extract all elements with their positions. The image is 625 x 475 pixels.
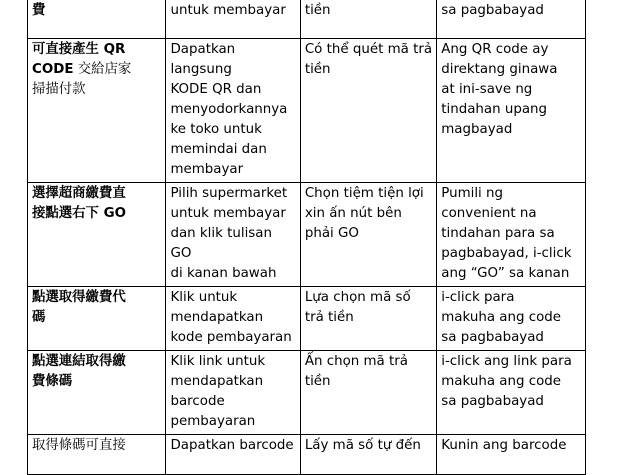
chinese-bold-text: 可直接產生 QR CODE xyxy=(32,42,126,77)
cell-chinese xyxy=(28,435,166,475)
cell-filipino xyxy=(437,287,586,351)
cell-chinese xyxy=(28,0,166,39)
vietnamese-text: Lấy mã số tự đến xyxy=(304,438,421,453)
vietnamese-text: Chọn tiệm tiện lợi xin ấn nút bên phải GO xyxy=(304,186,424,241)
cell-vietnamese xyxy=(300,183,436,287)
cell-filipino xyxy=(437,351,586,435)
filipino-text: Pumili ng convenient na tindahan para sa pagbabayad, i-click ang “GO” sa kanan xyxy=(441,186,572,281)
chinese-bold-text: 選擇超商繳費直 接點選右下 GO xyxy=(32,186,126,221)
indonesian-text: Klik untuk mendapatkan kode pembayaran xyxy=(170,290,292,345)
vietnamese-text: Có thể quét mã trả tiền xyxy=(304,42,433,77)
table-row xyxy=(28,39,586,183)
chinese-regular-text: 交給店家 掃描付款 xyxy=(32,62,132,97)
cell-vietnamese xyxy=(300,351,436,435)
indonesian-text: Dapatkan barcode xyxy=(170,438,294,453)
vietnamese-text: Ấn chọn mã trả tiền xyxy=(304,354,408,389)
cell-indonesian xyxy=(166,183,300,287)
filipino-text: Ang QR code ay direktang ginawa at ini-save ng tindahan upang magbayad xyxy=(441,42,558,137)
filipino-text: sa pagbabayad xyxy=(441,3,544,18)
table-row xyxy=(28,0,586,39)
chinese-bold-text: 點選連結取得繳 費條碼 xyxy=(32,354,126,389)
vietnamese-text: Lựa chọn mã số trả tiền xyxy=(304,290,411,325)
cell-filipino xyxy=(437,0,586,39)
chinese-regular-text: 取得條碼可直接 xyxy=(32,438,126,453)
cell-filipino xyxy=(437,183,586,287)
indonesian-text: Klik link untuk mendapatkan barcode pembayaran xyxy=(170,354,266,429)
cell-indonesian xyxy=(166,435,300,475)
chinese-bold-text: 費 xyxy=(32,3,46,18)
cell-chinese xyxy=(28,183,166,287)
cell-vietnamese xyxy=(300,435,436,475)
cell-indonesian xyxy=(166,287,300,351)
table-row xyxy=(28,351,586,435)
vietnamese-text: tiền xyxy=(304,3,331,18)
cell-filipino xyxy=(437,39,586,183)
table-row xyxy=(28,287,586,351)
filipino-text: i-click ang link para makuha ang code sa pagbabayad xyxy=(441,354,572,409)
cell-chinese xyxy=(28,287,166,351)
cell-vietnamese xyxy=(300,0,436,39)
chinese-bold-text: 點選取得繳費代 碼 xyxy=(32,290,126,325)
cell-chinese xyxy=(28,39,166,183)
table-row xyxy=(28,183,586,287)
filipino-text: i-click para makuha ang code sa pagbabayad xyxy=(441,290,562,345)
cell-chinese xyxy=(28,351,166,435)
cell-filipino xyxy=(437,435,586,475)
cell-vietnamese xyxy=(300,287,436,351)
indonesian-text: Dapatkan langsung KODE QR dan menyodorkannya ke toko untuk memindai dan membayar xyxy=(170,42,288,177)
cell-indonesian xyxy=(166,0,300,39)
indonesian-text: Pilih supermarket untuk membayar dan klik tulisan GO di kanan bawah xyxy=(170,186,288,281)
cell-vietnamese xyxy=(300,39,436,183)
table-row xyxy=(28,435,586,475)
cell-indonesian xyxy=(166,39,300,183)
translation-table xyxy=(27,0,586,475)
translation-table-page xyxy=(27,0,586,475)
cell-indonesian xyxy=(166,351,300,435)
filipino-text: Kunin ang barcode xyxy=(441,438,567,453)
indonesian-text: untuk membayar xyxy=(170,3,286,18)
